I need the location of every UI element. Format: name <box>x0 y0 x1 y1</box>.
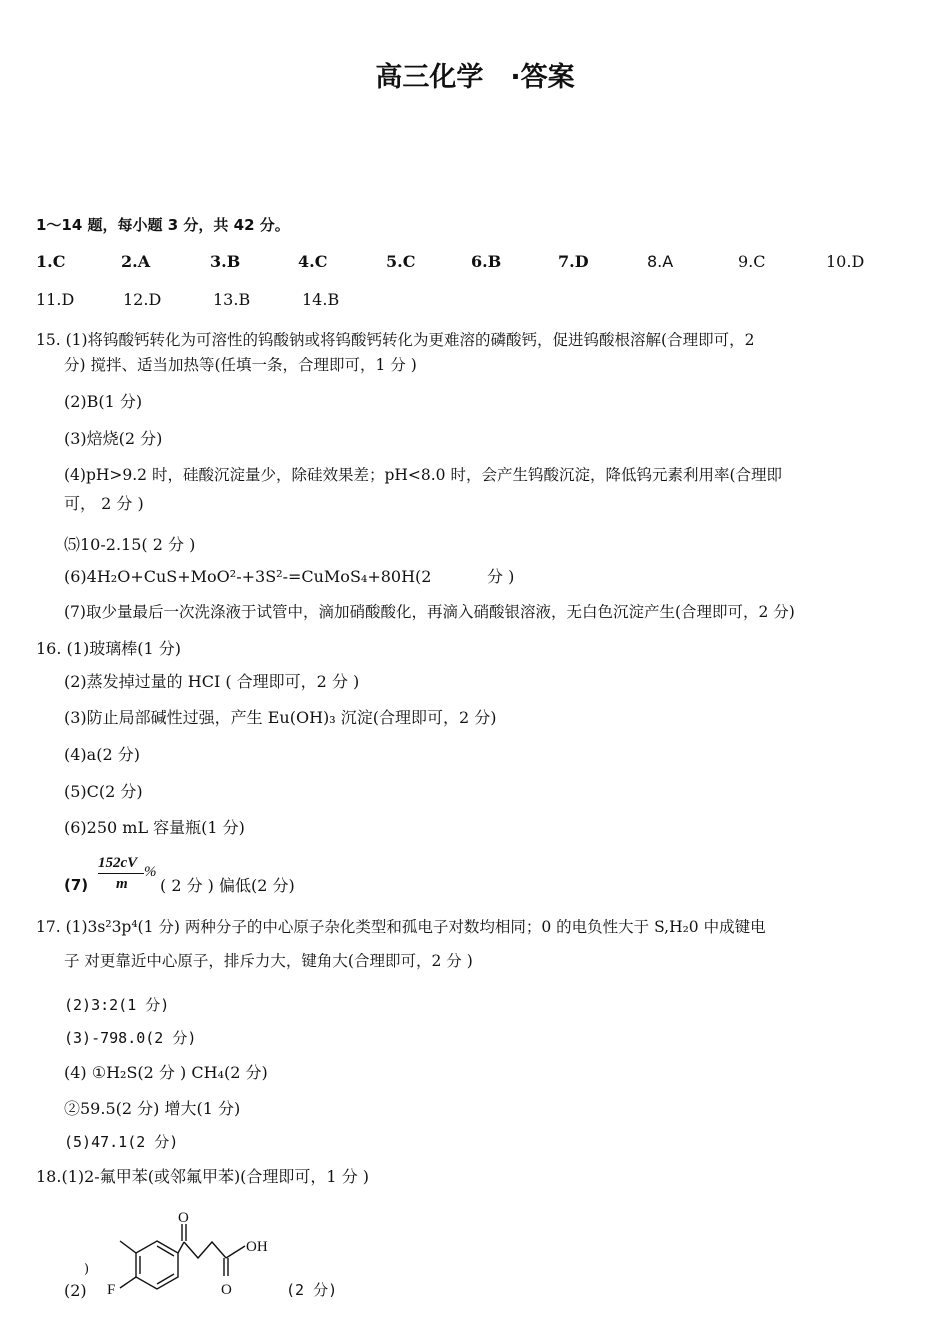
q16-part7: ( 2 分 ) 偏低(2 分) <box>160 876 295 895</box>
atom-o-bottom: O <box>221 1282 232 1298</box>
mc-answer: 2.A <box>121 252 151 271</box>
mc-answer: 5.C <box>386 252 416 271</box>
mc-answer: 8.A <box>647 252 674 271</box>
q17-part1: 17. (1)3s²3p⁴(1 分) 两种分子的中心原子杂化类型和孤电子对数均相同；0 的电负性大于 S,H₂0 中成键电 <box>36 918 766 936</box>
q16-part2: (2)蒸发掉过量的 HCI ( 合理即可，2 分 ) <box>64 672 360 691</box>
mc-answer: 13.B <box>213 290 251 309</box>
q15-part6-score: 分 ) <box>487 567 515 586</box>
mc-answer: 14.B <box>302 290 340 309</box>
q16-part5: (5)C(2 分) <box>64 782 143 801</box>
page-title: 高三化学 ·答案 <box>375 62 575 93</box>
q16-part1: 16. (1)玻璃棒(1 分) <box>36 639 181 658</box>
mc-answer: 7.D <box>558 252 589 271</box>
q17-part2: (2)3:2(1 分) <box>64 996 170 1014</box>
q16-part7-label: (7) <box>64 876 89 894</box>
structural-formula <box>100 1210 290 1305</box>
q17-part3: (3)-798.0(2 分) <box>64 1029 197 1047</box>
q15-part3: (3)焙烧(2 分) <box>64 429 163 448</box>
q17-part4-2: ②59.5(2 分) 增大(1 分) <box>64 1099 241 1118</box>
q16-part6: (6)250 mL 容量瓶(1 分) <box>64 818 245 837</box>
percent-sign: % <box>144 864 157 880</box>
q18-part1: 18.(1)2-氟甲苯(或邻氟甲苯)(合理即可，1 分 ) <box>36 1167 370 1186</box>
mc-answer: 9.C <box>738 252 766 271</box>
q17-part4: (4) ①H₂S(2 分 ) CH₄(2 分) <box>64 1063 268 1082</box>
mc-answer: 12.D <box>123 290 162 309</box>
fraction-bar <box>98 873 144 874</box>
atom-oh: OH <box>246 1239 268 1255</box>
section-intro: 1～14 题，每小题 3 分，共 42 分。 <box>36 216 290 234</box>
q15-part2: (2)B(1 分) <box>64 392 143 411</box>
mc-answer: 6.B <box>471 252 502 271</box>
q15-part1: 15. (1)将钨酸钙转化为可溶性的钨酸钠或将钨酸钙转化为更难溶的磷酸钙，促进钨酸根溶解(合理即可，2 <box>36 331 755 349</box>
q15-part4-cont: 可， 2 分 ) <box>64 494 144 513</box>
q18-part2-score: (2 分) <box>286 1281 338 1299</box>
atom-o-top: O <box>178 1210 189 1226</box>
fraction-denominator: m <box>116 876 128 892</box>
mc-answer: 10.D <box>826 252 865 271</box>
q15-part1-cont: 分) 搅拌、适当加热等(任填一条，合理即可，1 分 ) <box>64 356 417 374</box>
q17-part1-cont: 子 对更靠近中心原子，排斥力大，键角大(合理即可，2 分 ) <box>64 952 473 970</box>
q16-part4: (4)a(2 分) <box>64 745 140 764</box>
mc-answer: 1.C <box>36 252 66 271</box>
q18-paren: ) <box>84 1262 90 1277</box>
mc-answer: 3.B <box>210 252 241 271</box>
q15-part5: ⑸10-2.15( 2 分 ) <box>64 535 196 554</box>
q16-part3: (3)防止局部碱性过强，产生 Eu(OH)₃ 沉淀(合理即可，2 分) <box>64 708 497 727</box>
fraction-numerator: 152cV <box>98 855 138 871</box>
q17-part5: (5)47.1(2 分) <box>64 1133 179 1151</box>
atom-f: F <box>107 1282 116 1298</box>
mc-answer: 4.C <box>298 252 328 271</box>
q18-part2-label: (2) <box>64 1281 87 1300</box>
q15-part7: (7)取少量最后一次洗涤液于试管中，滴加硝酸酸化，再滴入硝酸银溶液，无白色沉淀产生(合理即可，2 分) <box>64 603 795 621</box>
q15-part4: (4)pH>9.2 时，硅酸沉淀量少，除硅效果差；pH<8.0 时，会产生钨酸沉淀，降低钨元素利用率(合理即 <box>64 466 783 484</box>
q15-part6: (6)4H₂O+CuS+MoO²-+3S²-=CuMoS₄+80H(2 <box>64 567 432 586</box>
mc-answer: 11.D <box>36 290 75 309</box>
